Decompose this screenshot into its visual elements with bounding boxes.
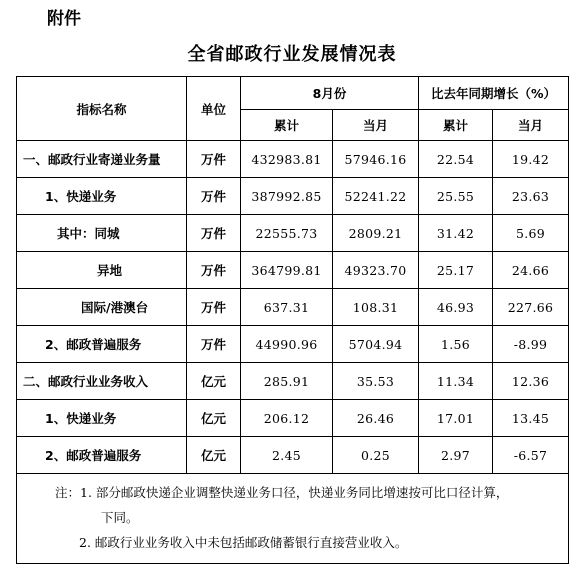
postal-statistics-table <box>16 76 569 564</box>
row-name: 国际/港澳台 <box>17 289 187 326</box>
row-yoy-cumulative: 31.42 <box>419 215 493 252</box>
attachment-label: 附件 <box>47 9 81 29</box>
row-cumulative: 206.12 <box>241 400 333 437</box>
header-month: 当月 <box>333 110 419 141</box>
table-row <box>17 437 569 474</box>
row-yoy-cumulative: 46.93 <box>419 289 493 326</box>
note-1-continuation: 下同。 <box>101 510 139 525</box>
header-yoy-cumulative: 累计 <box>419 110 493 141</box>
row-unit: 万件 <box>187 252 241 289</box>
table-row <box>17 363 569 400</box>
row-yoy-month: 13.45 <box>493 400 569 437</box>
header-row-1 <box>17 77 569 110</box>
row-name: 1、快递业务 <box>17 178 187 215</box>
row-yoy-month: -8.99 <box>493 326 569 363</box>
row-unit: 万件 <box>187 326 241 363</box>
row-name: 一、邮政行业寄递业务量 <box>17 141 187 178</box>
row-unit: 万件 <box>187 215 241 252</box>
header-indicator: 指标名称 <box>17 77 187 141</box>
row-month: 2809.21 <box>333 215 419 252</box>
row-yoy-cumulative: 22.54 <box>419 141 493 178</box>
row-yoy-month: 23.63 <box>493 178 569 215</box>
row-unit: 万件 <box>187 178 241 215</box>
table-row <box>17 400 569 437</box>
row-cumulative: 637.31 <box>241 289 333 326</box>
notes-cell <box>17 474 569 564</box>
row-cumulative: 22555.73 <box>241 215 333 252</box>
row-yoy-month: 5.69 <box>493 215 569 252</box>
row-month: 108.31 <box>333 289 419 326</box>
page-title: 全省邮政行业发展情况表 <box>187 44 397 65</box>
header-cumulative: 累计 <box>241 110 333 141</box>
row-unit: 万件 <box>187 141 241 178</box>
row-name: 异地 <box>17 252 187 289</box>
row-month: 26.46 <box>333 400 419 437</box>
row-cumulative: 2.45 <box>241 437 333 474</box>
header-yoy-month: 当月 <box>493 110 569 141</box>
table-row <box>17 289 569 326</box>
row-cumulative: 44990.96 <box>241 326 333 363</box>
notes-row <box>17 474 569 564</box>
table-row <box>17 141 569 178</box>
table-row <box>17 178 569 215</box>
row-name: 二、邮政行业业务收入 <box>17 363 187 400</box>
row-month: 0.25 <box>333 437 419 474</box>
row-cumulative: 432983.81 <box>241 141 333 178</box>
row-yoy-month: -6.57 <box>493 437 569 474</box>
row-cumulative: 285.91 <box>241 363 333 400</box>
row-yoy-cumulative: 25.17 <box>419 252 493 289</box>
row-yoy-month: 24.66 <box>493 252 569 289</box>
row-yoy-month: 227.66 <box>493 289 569 326</box>
note-1: 注：1. 部分邮政快递企业调整快递业务口径，快递业务同比增速按可比口径计算， <box>55 485 509 500</box>
row-name: 1、快递业务 <box>17 400 187 437</box>
table-row <box>17 326 569 363</box>
header-yoy: 比去年同期增长（%） <box>419 77 569 110</box>
row-name: 2、邮政普遍服务 <box>17 437 187 474</box>
row-yoy-cumulative: 11.34 <box>419 363 493 400</box>
row-name: 2、邮政普遍服务 <box>17 326 187 363</box>
row-yoy-month: 12.36 <box>493 363 569 400</box>
row-yoy-month: 19.42 <box>493 141 569 178</box>
table-row <box>17 215 569 252</box>
row-cumulative: 364799.81 <box>241 252 333 289</box>
row-name: 其中：同城 <box>17 215 187 252</box>
row-unit: 亿元 <box>187 363 241 400</box>
row-yoy-cumulative: 17.01 <box>419 400 493 437</box>
row-cumulative: 387992.85 <box>241 178 333 215</box>
row-yoy-cumulative: 1.56 <box>419 326 493 363</box>
header-august: 8月份 <box>241 77 419 110</box>
row-month: 35.53 <box>333 363 419 400</box>
row-yoy-cumulative: 2.97 <box>419 437 493 474</box>
header-unit: 单位 <box>187 77 241 141</box>
table-row <box>17 252 569 289</box>
row-unit: 亿元 <box>187 400 241 437</box>
row-month: 52241.22 <box>333 178 419 215</box>
row-month: 49323.70 <box>333 252 419 289</box>
note-2: 2. 邮政行业业务收入中未包括邮政储蓄银行直接营业收入。 <box>79 535 408 550</box>
row-yoy-cumulative: 25.55 <box>419 178 493 215</box>
row-month: 57946.16 <box>333 141 419 178</box>
row-unit: 亿元 <box>187 437 241 474</box>
row-month: 5704.94 <box>333 326 419 363</box>
row-unit: 万件 <box>187 289 241 326</box>
